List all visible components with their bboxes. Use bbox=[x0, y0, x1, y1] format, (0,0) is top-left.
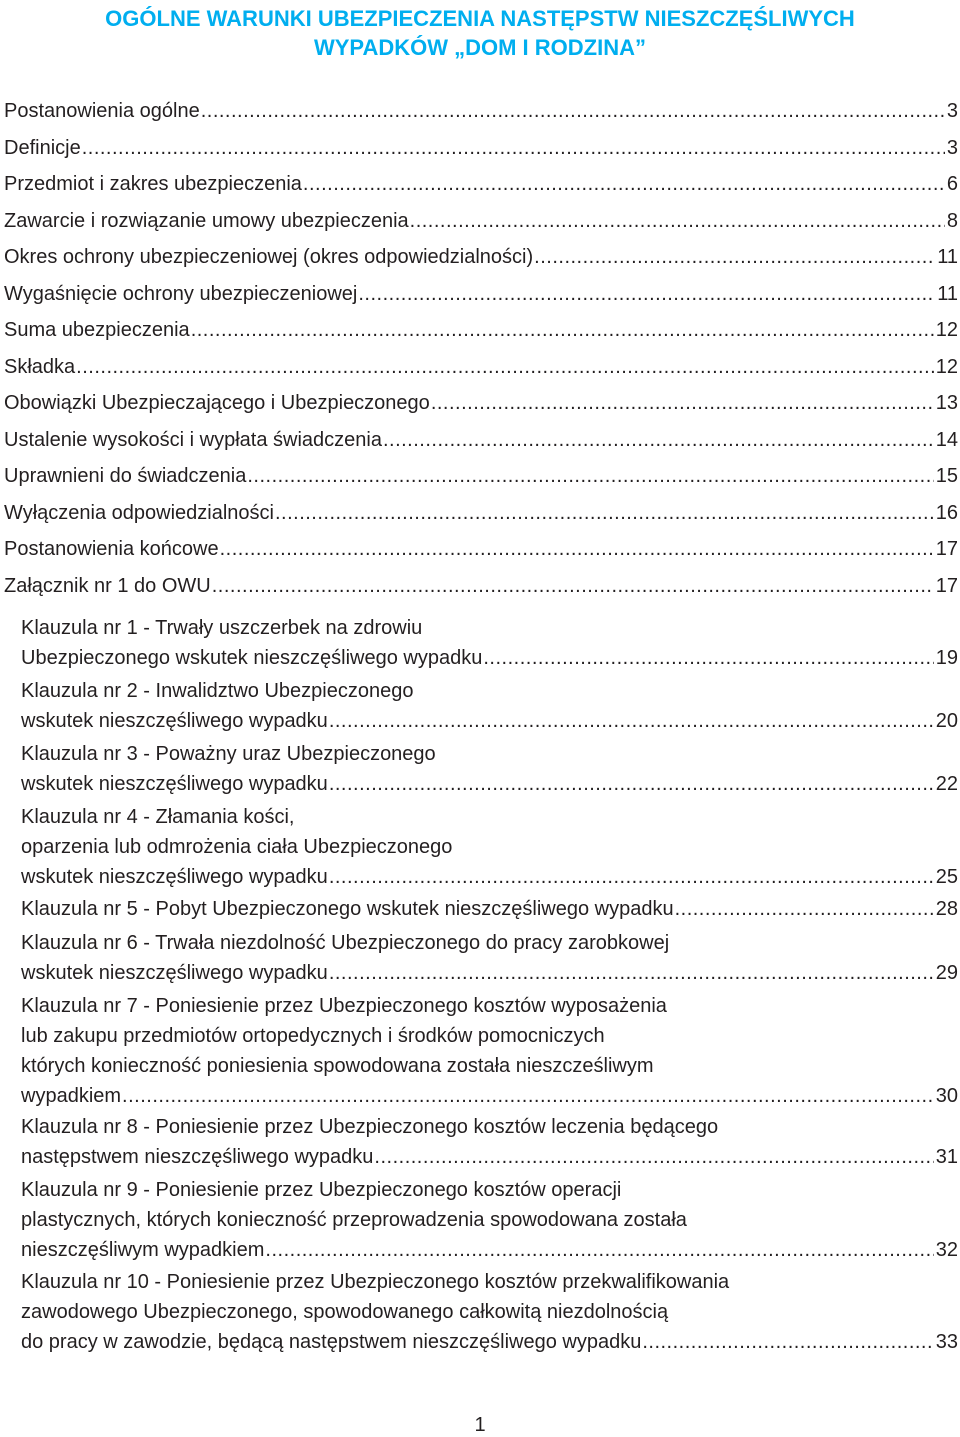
dot-leader bbox=[191, 315, 934, 345]
toc-entry-last-line bbox=[4, 498, 958, 528]
dot-leader bbox=[329, 706, 934, 736]
dot-leader bbox=[76, 352, 934, 382]
toc-page-number: 31 bbox=[935, 1146, 958, 1168]
toc-page-number: 17 bbox=[935, 538, 958, 560]
document-title-line-2: WYPADKÓW „DOM I RODZINA” bbox=[313, 35, 646, 60]
toc-entry-last-line bbox=[4, 96, 958, 126]
toc-entry-line: Ustalenie wysokości i wypłata świadczenia bbox=[4, 428, 382, 451]
toc-entry-last-line bbox=[4, 571, 958, 601]
toc-page-number: 8 bbox=[946, 209, 958, 232]
toc-entry[interactable] bbox=[21, 894, 958, 924]
toc-page-number: 6 bbox=[946, 173, 958, 195]
toc-page-number: 15 bbox=[935, 465, 958, 487]
toc-entry[interactable] bbox=[21, 1267, 958, 1357]
toc-page-number: 3 bbox=[946, 100, 958, 122]
toc-entry-last-line bbox=[21, 1081, 958, 1111]
dot-leader bbox=[483, 643, 933, 673]
toc-entry-line: Klauzula nr 5 - Pobyt Ubezpieczonego wskutek nieszczęśliwego wypadku bbox=[21, 898, 674, 920]
toc-entry-last-line bbox=[4, 133, 958, 163]
toc-page-number: 3 bbox=[946, 136, 958, 159]
dot-leader bbox=[201, 96, 945, 126]
toc-entry[interactable] bbox=[21, 802, 958, 892]
toc-entry-last-line bbox=[4, 315, 958, 345]
toc-entry-last-line bbox=[4, 242, 958, 272]
toc-entry[interactable] bbox=[4, 571, 958, 601]
toc-entry-line: Uprawnieni do świadczenia bbox=[4, 465, 247, 487]
toc-entry-line: wypadkiem bbox=[21, 1085, 122, 1107]
toc-page-number: 16 bbox=[935, 501, 958, 524]
toc-entry-line: Ubezpieczonego wskutek nieszczęśliwego wypadku bbox=[21, 647, 483, 669]
toc-entry-line: Klauzula nr 10 - Poniesienie przez Ubezpieczonego kosztów przekwalifikowania bbox=[21, 1271, 730, 1293]
dot-leader bbox=[212, 571, 934, 601]
toc-entry-line: nieszczęśliwym wypadkiem bbox=[21, 1239, 265, 1261]
toc-entry[interactable] bbox=[4, 133, 958, 163]
toc-entry[interactable] bbox=[4, 206, 958, 236]
toc-entry-line: Załącznik nr 1 do OWU bbox=[4, 574, 211, 597]
toc-entry-line: wskutek nieszczęśliwego wypadku bbox=[21, 866, 328, 888]
dot-leader bbox=[265, 1235, 933, 1265]
toc-page-number: 13 bbox=[935, 392, 958, 414]
toc-entry-line: zawodowego Ubezpieczonego, spowodowanego całkowitą niezdolnością bbox=[21, 1301, 669, 1323]
toc-page-number: 19 bbox=[935, 647, 958, 669]
toc-entry-line: Przedmiot i zakres ubezpieczenia bbox=[4, 173, 302, 195]
toc-entry[interactable] bbox=[21, 613, 958, 673]
toc-entry[interactable] bbox=[4, 498, 958, 528]
toc-entry[interactable] bbox=[21, 991, 958, 1111]
toc-entry-line: Składka bbox=[4, 355, 76, 378]
toc-entry[interactable] bbox=[4, 461, 958, 491]
dot-leader bbox=[329, 862, 934, 892]
toc-entry-line: Suma ubezpieczenia bbox=[4, 319, 190, 341]
dot-leader bbox=[642, 1327, 933, 1357]
toc-entry[interactable] bbox=[21, 1112, 958, 1172]
toc-entry[interactable] bbox=[4, 279, 958, 309]
toc-page-number: 11 bbox=[937, 246, 958, 268]
toc-entry-last-line bbox=[21, 643, 958, 673]
toc-entry[interactable] bbox=[4, 534, 958, 564]
toc-entry-line: Klauzula nr 4 - Złamania kości, bbox=[21, 806, 295, 828]
toc-entry-line: Klauzula nr 2 - Inwalidztwo Ubezpieczonego bbox=[21, 680, 414, 702]
toc-entry[interactable] bbox=[21, 1175, 958, 1265]
toc-entry-line: Klauzula nr 7 - Poniesienie przez Ubezpieczonego kosztów wyposażenia bbox=[21, 995, 667, 1017]
dot-leader bbox=[220, 534, 934, 564]
toc-page-number: 11 bbox=[937, 282, 958, 305]
toc-entry-line: Zawarcie i rozwiązanie umowy ubezpieczenia bbox=[4, 209, 409, 232]
toc-page-number: 17 bbox=[935, 574, 958, 597]
toc-entry-line: Wygaśnięcie ochrony ubezpieczeniowej bbox=[4, 282, 358, 305]
toc-page-number: 28 bbox=[935, 898, 958, 920]
dot-leader bbox=[303, 169, 945, 199]
toc-page-number: 33 bbox=[935, 1331, 958, 1353]
toc-entry-last-line bbox=[21, 706, 958, 736]
toc-entry-line: których konieczność poniesienia spowodowana została nieszcześliwym bbox=[21, 1055, 654, 1077]
toc-page-number: 22 bbox=[935, 773, 958, 795]
toc-entry-last-line bbox=[4, 279, 958, 309]
toc-entry-line: Wyłączenia odpowiedzialności bbox=[4, 501, 274, 524]
dot-leader bbox=[82, 133, 945, 163]
toc-page-number: 20 bbox=[935, 710, 958, 732]
toc-entry[interactable] bbox=[21, 739, 958, 799]
toc-entry-last-line bbox=[4, 206, 958, 236]
toc-entry-line: plastycznych, których konieczność przeprowadzenia spowodowana została bbox=[21, 1209, 687, 1231]
toc-entry-last-line bbox=[21, 1327, 958, 1357]
toc-entry-line: następstwem nieszczęśliwego wypadku bbox=[21, 1146, 374, 1168]
toc-entry-line: do pracy w zawodzie, będącą następstwem nieszczęśliwego wypadku bbox=[21, 1331, 642, 1353]
toc-entry-last-line bbox=[21, 769, 958, 799]
toc-entry-line: lub zakupu przedmiotów ortopedycznych i środków pomocniczych bbox=[21, 1025, 605, 1047]
toc-page-number: 25 bbox=[935, 866, 958, 888]
toc-entry[interactable] bbox=[21, 676, 958, 736]
toc-entry-last-line bbox=[4, 352, 958, 382]
toc-page-number: 32 bbox=[935, 1239, 958, 1261]
toc-entry-last-line bbox=[4, 388, 958, 418]
toc-entry-last-line bbox=[21, 862, 958, 892]
toc-entry[interactable] bbox=[4, 352, 958, 382]
dot-leader bbox=[329, 958, 934, 988]
dot-leader bbox=[410, 206, 945, 236]
toc-entry[interactable] bbox=[4, 242, 958, 272]
toc-entry-line: wskutek nieszczęśliwego wypadku bbox=[21, 710, 328, 732]
toc-entry-line: Klauzula nr 6 - Trwała niezdolność Ubezpieczonego do pracy zarobkowej bbox=[21, 932, 670, 954]
dot-leader bbox=[122, 1081, 934, 1111]
toc-entry-last-line bbox=[21, 894, 958, 924]
toc-entry-last-line bbox=[4, 461, 958, 491]
toc-entry-line: wskutek nieszczęśliwego wypadku bbox=[21, 962, 328, 984]
toc-entry-line: wskutek nieszczęśliwego wypadku bbox=[21, 773, 328, 795]
toc-entry[interactable] bbox=[4, 315, 958, 345]
dot-leader bbox=[431, 388, 934, 418]
toc-entry-line: Klauzula nr 3 - Poważny uraz Ubezpieczonego bbox=[21, 743, 436, 765]
dot-leader bbox=[247, 461, 933, 491]
toc-entry-line: Klauzula nr 1 - Trwały uszczerbek na zdrowiu bbox=[21, 617, 423, 639]
toc-entry-last-line bbox=[21, 958, 958, 988]
toc-entry[interactable] bbox=[4, 169, 958, 199]
toc-entry-line: oparzenia lub odmrożenia ciała Ubezpieczonego bbox=[21, 836, 453, 858]
toc-page-number: 12 bbox=[935, 355, 958, 378]
toc-entry-last-line bbox=[4, 534, 958, 564]
toc-entry-line: Okres ochrony ubezpieczeniowej (okres odpowiedzialności) bbox=[4, 246, 534, 268]
document-title-line-1: OGÓLNE WARUNKI UBEZPIECZENIA NASTĘPSTW NIESZCZĘŚLIWYCH bbox=[105, 6, 855, 31]
dot-leader bbox=[675, 894, 934, 924]
page-number: 1 bbox=[474, 1414, 486, 1436]
dot-leader bbox=[374, 1142, 933, 1172]
toc-entry-line: Postanowienia ogólne bbox=[4, 100, 200, 122]
toc-entry-last-line bbox=[4, 169, 958, 199]
toc-entry-last-line bbox=[21, 1142, 958, 1172]
document-title bbox=[0, 4, 960, 62]
dot-leader bbox=[383, 425, 934, 455]
toc-page-number: 30 bbox=[935, 1085, 958, 1107]
dot-leader bbox=[534, 242, 935, 272]
toc-entry-line: Postanowienia końcowe bbox=[4, 538, 219, 560]
toc-entry-last-line bbox=[4, 425, 958, 455]
toc-entry[interactable] bbox=[4, 388, 958, 418]
toc-entry-last-line bbox=[21, 1235, 958, 1265]
toc-entry-line: Klauzula nr 9 - Poniesienie przez Ubezpieczonego kosztów operacji bbox=[21, 1179, 622, 1201]
toc-entry[interactable] bbox=[21, 928, 958, 988]
dot-leader bbox=[358, 279, 935, 309]
toc-entry-line: Definicje bbox=[4, 136, 81, 159]
toc-entry-line: Klauzula nr 8 - Poniesienie przez Ubezpieczonego kosztów leczenia będącego bbox=[21, 1116, 719, 1138]
toc-page-number: 12 bbox=[935, 319, 958, 341]
dot-leader bbox=[275, 498, 934, 528]
toc-page-number: 29 bbox=[935, 962, 958, 984]
toc-entry[interactable] bbox=[4, 425, 958, 455]
toc-entry[interactable] bbox=[4, 96, 958, 126]
toc-page-number: 14 bbox=[935, 428, 958, 451]
dot-leader bbox=[329, 769, 934, 799]
toc-entry-line: Obowiązki Ubezpieczającego i Ubezpieczonego bbox=[4, 392, 430, 414]
